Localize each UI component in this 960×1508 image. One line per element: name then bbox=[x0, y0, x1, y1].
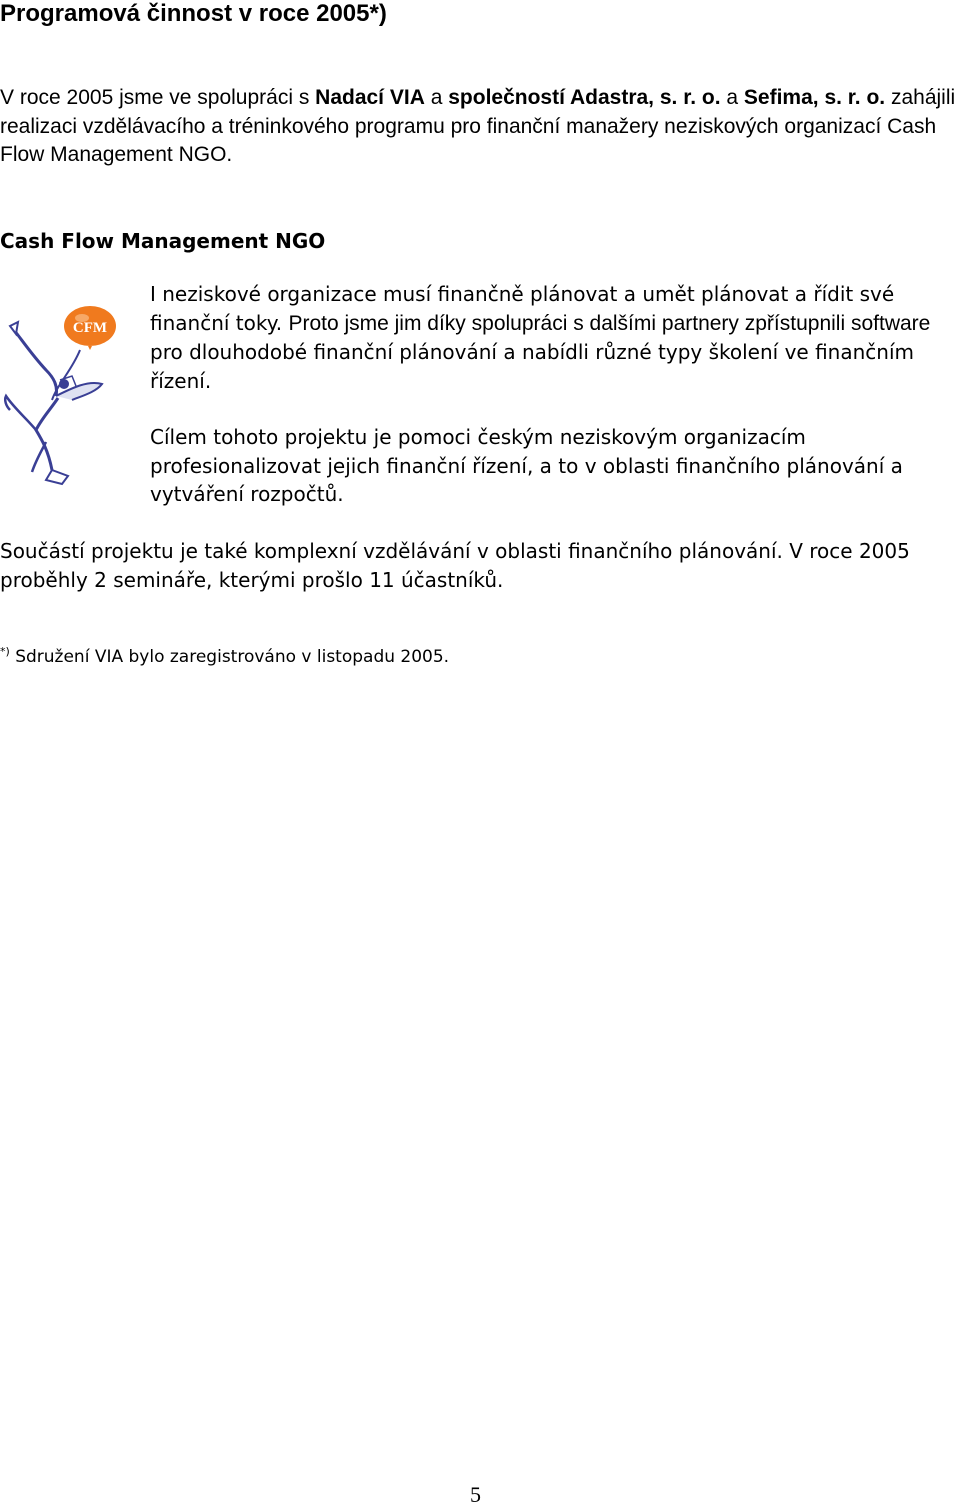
paragraph-goal: Cílem tohoto projektu je pomoci českým neziskovým organizacím profesionalizovat jejich finanční řízení, a to v oblasti finančního plánování a vytváření rozpočtů. bbox=[150, 425, 903, 507]
intro-text-2: a bbox=[424, 86, 449, 109]
section-heading: Cash Flow Management NGO bbox=[0, 229, 326, 253]
para1-text-4: pro dlouhodobé finanční plánování a nabídli různé typy školení ve finančním řízení. bbox=[150, 340, 914, 393]
para1-text-2: Proto jsme jim díky spolupráci s dalšími partnery zpřístupnili bbox=[288, 311, 851, 335]
paragraph-seminars: Součástí projektu je také komplexní vzdělávání v oblasti finančního plánování. V roce 2005 proběhly 2 semináře, kterými prošlo 11 účastníků. bbox=[0, 539, 910, 592]
cfm-logo bbox=[2, 300, 120, 490]
para1-text-3: software bbox=[850, 311, 931, 335]
intro-partner-sefima: Sefima, s. r. o. bbox=[743, 86, 886, 109]
cfm-balloon-figure-icon bbox=[2, 300, 120, 490]
footnote-text: Sdružení VIA bylo zaregistrováno v listopadu 2005. bbox=[9, 647, 450, 667]
page-title: Programová činnost v roce 2005*) bbox=[0, 0, 387, 27]
intro-text-3: a bbox=[720, 86, 744, 109]
intro-partner-via: Nadací VIA bbox=[315, 86, 425, 109]
intro-text-1: V roce 2005 jsme ve spolupráci s bbox=[0, 86, 316, 109]
footnote bbox=[0, 645, 449, 669]
intro-partner-adastra: společností Adastra, s. r. o. bbox=[448, 86, 721, 109]
para1-text-1: I neziskové organizace musí finančně plánovat a umět plánovat a řídit své finanční toky. bbox=[150, 282, 895, 335]
intro-paragraph bbox=[0, 84, 958, 170]
paragraph-planning bbox=[150, 280, 950, 395]
page-number: 5 bbox=[470, 1482, 481, 1507]
footnote-marker: *) bbox=[0, 645, 10, 658]
intro-text-4: zahájili realizaci vzdělávacího a tréninkového programu pro finanční manažery neziskových organizací Cash Flow Management NGO. bbox=[0, 86, 956, 167]
cfm-logo-text: CFM bbox=[72, 320, 108, 336]
